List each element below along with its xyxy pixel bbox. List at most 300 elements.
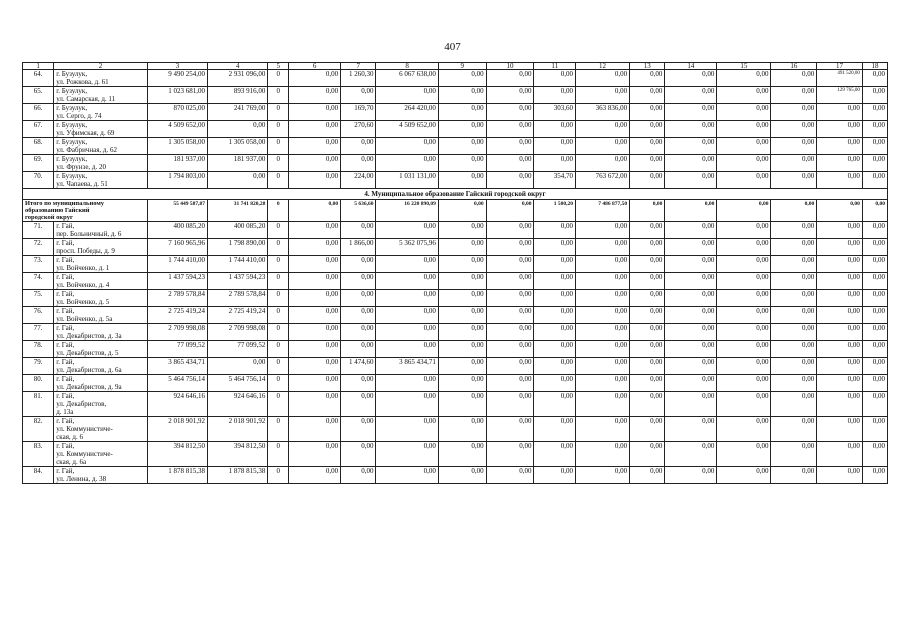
value-cell: 0,00: [438, 222, 486, 239]
address-cell: [54, 341, 148, 358]
row-number: 82.: [23, 417, 54, 442]
value-cell: 0,00: [576, 467, 630, 484]
value-cell: 0,00: [486, 87, 534, 104]
value-cell: 0,00: [376, 222, 438, 239]
row-number: 84.: [23, 467, 54, 484]
value-cell: 0,00: [438, 273, 486, 290]
value-cell: 0,00: [438, 358, 486, 375]
value-cell: 0: [268, 341, 289, 358]
row-number: 68.: [23, 138, 54, 155]
value-cell: 0,00: [717, 358, 771, 375]
cell-line: г. Гай,: [56, 307, 75, 315]
value-cell: 0,00: [438, 392, 486, 417]
cell-line: г. Гай,: [56, 324, 75, 332]
value-cell: 241 769,00: [208, 104, 268, 121]
cell-line: ул. Декабристов, д. 9а: [56, 383, 122, 391]
value-cell: 0,00: [630, 273, 665, 290]
value-cell: 2 725 419,24: [208, 307, 268, 324]
table-row: [23, 290, 888, 307]
value-cell: 0,00: [665, 307, 717, 324]
row-number: 76.: [23, 307, 54, 324]
cell-line: ул. Декабристов, д. 6а: [56, 366, 122, 374]
value-cell: 0: [268, 172, 289, 189]
value-cell: 1 866,00: [341, 239, 376, 256]
cell-line: ул. Фабричная, д. 62: [56, 146, 117, 154]
address-cell: [54, 307, 148, 324]
value-cell: 5 464 756,14: [208, 375, 268, 392]
value-cell: 0,00: [771, 417, 817, 442]
value-cell: 0,00: [771, 222, 817, 239]
column-number: 8: [376, 63, 438, 70]
address-cell: [54, 222, 148, 239]
address-cell: [54, 104, 148, 121]
value-cell: 0,00: [438, 155, 486, 172]
value-cell: 0,00: [817, 222, 863, 239]
value-cell: 0,00: [534, 256, 576, 273]
value-cell: 0,00: [534, 155, 576, 172]
table-row: [23, 467, 888, 484]
value-cell: 0,00: [486, 392, 534, 417]
value-cell: 0,00: [717, 104, 771, 121]
value-cell: 5 464 756,14: [147, 375, 207, 392]
value-cell: 0,00: [341, 222, 376, 239]
value-cell: 0,00: [341, 417, 376, 442]
value-cell: 0,00: [817, 172, 863, 189]
value-cell: 0,00: [817, 442, 863, 467]
value-cell: 0,00: [630, 417, 665, 442]
value-cell: 1 744 410,00: [208, 256, 268, 273]
row-number: 79.: [23, 358, 54, 375]
row-number: 66.: [23, 104, 54, 121]
value-cell: 0: [268, 392, 289, 417]
value-cell: 0,00: [438, 239, 486, 256]
value-cell: 0,00: [817, 341, 863, 358]
value-cell: 0,00: [534, 467, 576, 484]
value-cell: 0,00: [486, 417, 534, 442]
value-cell: 181 937,00: [147, 155, 207, 172]
total-value: 0: [268, 200, 289, 222]
value-cell: 893 916,00: [208, 87, 268, 104]
value-cell: 0,00: [717, 375, 771, 392]
value-cell: 763 672,00: [576, 172, 630, 189]
value-cell: 0,00: [771, 256, 817, 273]
cell-line: г. Бузулук,: [56, 155, 88, 163]
cell-line: г. Гай,: [56, 239, 75, 247]
value-cell: 0: [268, 239, 289, 256]
value-cell: 0,00: [289, 307, 341, 324]
total-value: 31 741 820,28: [208, 200, 268, 222]
value-cell: 0,00: [665, 375, 717, 392]
value-cell: 0,00: [717, 155, 771, 172]
total-value: 7 486 877,50: [576, 200, 630, 222]
value-cell: 264 420,00: [376, 104, 438, 121]
value-cell: 0,00: [576, 442, 630, 467]
value-cell: 0,00: [438, 104, 486, 121]
value-cell: 0,00: [438, 467, 486, 484]
value-cell: 354,70: [534, 172, 576, 189]
value-cell: 0,00: [717, 467, 771, 484]
value-cell: 0,00: [534, 273, 576, 290]
value-cell: 0,00: [376, 341, 438, 358]
value-cell: 0: [268, 121, 289, 138]
value-cell: 0,00: [534, 138, 576, 155]
value-cell: 400 085,20: [147, 222, 207, 239]
value-cell: 0,00: [289, 87, 341, 104]
value-cell: 0,00: [289, 417, 341, 442]
cell-line: ул. Уфимская, д. 69: [56, 129, 115, 137]
value-cell: 363 836,00: [576, 104, 630, 121]
value-cell: 0,00: [717, 222, 771, 239]
table-row: [23, 442, 888, 467]
value-cell: 0,00: [817, 467, 863, 484]
value-cell: 0,00: [289, 341, 341, 358]
cell-line: ул. Самарская, д. 11: [56, 95, 116, 103]
value-cell: 1 474,60: [341, 358, 376, 375]
value-cell: 0,00: [486, 222, 534, 239]
value-cell: 0,00: [817, 417, 863, 442]
value-cell: 0,00: [771, 155, 817, 172]
value-cell: 0,00: [665, 239, 717, 256]
address-cell: [54, 121, 148, 138]
value-cell: 1 744 410,00: [147, 256, 207, 273]
cell-line: г. Гай,: [56, 358, 75, 366]
value-cell: 1 878 815,38: [208, 467, 268, 484]
value-cell: 3 865 434,71: [147, 358, 207, 375]
table-row: [23, 138, 888, 155]
value-cell: 0,00: [534, 375, 576, 392]
value-cell: 0,00: [771, 358, 817, 375]
cell-line: г. Гай,: [56, 273, 75, 281]
value-cell: 0,00: [771, 324, 817, 341]
value-cell: 0,00: [771, 307, 817, 324]
value-cell: 0,00: [717, 324, 771, 341]
value-cell: 1 305 058,00: [208, 138, 268, 155]
value-cell: 0,00: [534, 121, 576, 138]
value-cell: 1 437 594,23: [147, 273, 207, 290]
value-cell: 0,00: [376, 375, 438, 392]
value-cell: 2 018 901,92: [208, 417, 268, 442]
column-number: 14: [665, 63, 717, 70]
total-value: 0,00: [289, 200, 341, 222]
row-number: 70.: [23, 172, 54, 189]
value-cell: 0,00: [486, 239, 534, 256]
value-cell: 0,00: [438, 417, 486, 442]
cell-line: пер. Больничный, д. 6: [56, 230, 122, 238]
section-title: 4. Муниципальное образование Гайский городской округ: [23, 189, 888, 200]
cell-line: г. Гай,: [56, 341, 75, 349]
value-cell: 0,00: [862, 172, 887, 189]
value-cell: 0,00: [289, 138, 341, 155]
value-cell: 0,00: [376, 290, 438, 307]
value-cell: 0,00: [771, 341, 817, 358]
value-cell: 0,00: [289, 324, 341, 341]
cell-line: г. Бузулук,: [56, 121, 88, 129]
value-cell: 0,00: [717, 290, 771, 307]
value-cell: 0,00: [771, 87, 817, 104]
value-cell: 0,00: [862, 290, 887, 307]
value-cell: 0,00: [862, 104, 887, 121]
value-cell: 0: [268, 222, 289, 239]
table-row: [23, 70, 888, 87]
value-cell: 0,00: [717, 256, 771, 273]
value-cell: 0,00: [208, 121, 268, 138]
value-cell: 0,00: [771, 138, 817, 155]
table-row: [23, 307, 888, 324]
value-cell: 0,00: [486, 290, 534, 307]
value-cell: 0,00: [534, 442, 576, 467]
total-value: 0,00: [817, 200, 863, 222]
value-cell: 0,00: [289, 172, 341, 189]
value-cell: 0,00: [576, 121, 630, 138]
column-number: 18: [862, 63, 887, 70]
value-cell: 0,00: [717, 341, 771, 358]
value-cell: 0,00: [630, 467, 665, 484]
value-cell: 2 931 096,00: [208, 70, 268, 87]
column-number: 3: [147, 63, 207, 70]
value-cell: 0,00: [341, 273, 376, 290]
value-cell: 0,00: [717, 307, 771, 324]
address-cell: [54, 442, 148, 467]
cell-line: ул. Декабристов, д. 5: [56, 349, 119, 357]
value-cell: 0,00: [576, 70, 630, 87]
cell-line: г. Гай,: [56, 467, 75, 475]
cell-line: г. Бузулук,: [56, 70, 88, 78]
column-number: 4: [208, 63, 268, 70]
address-cell: [54, 467, 148, 484]
column-number: 7: [341, 63, 376, 70]
value-cell: 0,00: [341, 138, 376, 155]
value-cell: 0,00: [817, 138, 863, 155]
address-cell: [54, 273, 148, 290]
value-cell: 0,00: [486, 467, 534, 484]
value-cell: 0,00: [717, 121, 771, 138]
address-cell: [54, 358, 148, 375]
value-cell: 0,00: [862, 138, 887, 155]
value-cell: 0,00: [576, 87, 630, 104]
value-cell: 0,00: [630, 239, 665, 256]
value-cell: 0,00: [862, 70, 887, 87]
value-cell: 0,00: [341, 341, 376, 358]
value-cell: 0,00: [665, 138, 717, 155]
value-cell: 0,00: [486, 375, 534, 392]
value-cell: 0,00: [771, 70, 817, 87]
section-header-row: [23, 189, 888, 200]
column-number: 15: [717, 63, 771, 70]
cell-line: г. Гай,: [56, 442, 75, 450]
cell-line: ская, д. 6а: [56, 458, 87, 466]
value-cell: 0,00: [438, 121, 486, 138]
column-number: 13: [630, 63, 665, 70]
table-row: [23, 155, 888, 172]
value-cell: 0,00: [817, 104, 863, 121]
value-cell: 0,00: [289, 239, 341, 256]
value-cell: 2 789 578,84: [147, 290, 207, 307]
address-cell: [54, 138, 148, 155]
value-cell: 0,00: [438, 375, 486, 392]
value-cell: 0,00: [289, 392, 341, 417]
address-cell: [54, 256, 148, 273]
cell-line: г. Бузулук,: [56, 104, 88, 112]
total-value: 0,00: [862, 200, 887, 222]
value-cell: 0,00: [341, 155, 376, 172]
value-cell: 0,00: [862, 442, 887, 467]
cell-line: г. Бузулук,: [56, 172, 88, 180]
value-cell: 0,00: [341, 87, 376, 104]
value-cell: 0,00: [438, 324, 486, 341]
value-cell: 0,00: [534, 392, 576, 417]
value-cell: 0,00: [817, 239, 863, 256]
value-cell: 0,00: [717, 392, 771, 417]
value-cell: 181 937,00: [208, 155, 268, 172]
row-number: 67.: [23, 121, 54, 138]
address-cell: [54, 70, 148, 87]
total-value: 1 500,20: [534, 200, 576, 222]
value-cell: 0,00: [862, 87, 887, 104]
value-cell: 0: [268, 70, 289, 87]
value-cell: 0,00: [289, 273, 341, 290]
value-cell: 7 160 965,96: [147, 239, 207, 256]
value-cell: 0,00: [576, 307, 630, 324]
objects-table: [22, 62, 888, 484]
value-cell: 0,00: [486, 155, 534, 172]
value-cell: 0,00: [665, 256, 717, 273]
table-row: [23, 341, 888, 358]
value-cell: 0,00: [665, 87, 717, 104]
cell-line: ул. Войченко, д. 1: [56, 264, 110, 272]
value-cell: 0,00: [862, 324, 887, 341]
row-number: 83.: [23, 442, 54, 467]
table-row: [23, 239, 888, 256]
value-cell: 0: [268, 467, 289, 484]
value-cell: 0,00: [817, 307, 863, 324]
address-cell: [54, 324, 148, 341]
value-cell: 394 812,50: [147, 442, 207, 467]
value-cell: 0,00: [486, 358, 534, 375]
value-cell: 0,00: [630, 290, 665, 307]
address-cell: [54, 87, 148, 104]
value-cell: 0,00: [486, 307, 534, 324]
value-cell: 0,00: [341, 324, 376, 341]
value-cell: 0,00: [665, 172, 717, 189]
value-cell: 0,00: [289, 375, 341, 392]
value-cell: 0,00: [717, 87, 771, 104]
value-cell: 0,00: [486, 70, 534, 87]
address-cell: [54, 417, 148, 442]
column-number: 11: [534, 63, 576, 70]
row-number: 75.: [23, 290, 54, 307]
cell-line: ул. Декабристов, д. 3а: [56, 332, 122, 340]
value-cell: 0,00: [341, 290, 376, 307]
cell-line: ул. Войченко, д. 4: [56, 281, 110, 289]
value-cell: 0,00: [289, 155, 341, 172]
value-cell: 0,00: [665, 290, 717, 307]
value-cell: 0,00: [862, 256, 887, 273]
cell-line: городской округ: [25, 214, 73, 221]
value-cell: 0,00: [289, 442, 341, 467]
value-cell: 491 520,00: [817, 70, 863, 87]
value-cell: 0,00: [289, 70, 341, 87]
cell-line: г. Гай,: [56, 392, 75, 400]
value-cell: 2 018 901,92: [147, 417, 207, 442]
value-cell: 0,00: [717, 239, 771, 256]
table-row: [23, 358, 888, 375]
address-cell: [54, 392, 148, 417]
value-cell: 0,00: [717, 138, 771, 155]
value-cell: 0,00: [630, 172, 665, 189]
value-cell: 0,00: [862, 273, 887, 290]
value-cell: 4 509 652,00: [147, 121, 207, 138]
total-value: 16 220 890,09: [376, 200, 438, 222]
value-cell: 1 878 815,38: [147, 467, 207, 484]
value-cell: 0,00: [486, 138, 534, 155]
value-cell: 0,00: [630, 222, 665, 239]
value-cell: 0,00: [289, 222, 341, 239]
value-cell: 0,00: [438, 290, 486, 307]
value-cell: 0,00: [534, 417, 576, 442]
value-cell: 0: [268, 358, 289, 375]
row-number: 80.: [23, 375, 54, 392]
value-cell: 0: [268, 138, 289, 155]
value-cell: 303,60: [534, 104, 576, 121]
table-body: [23, 63, 888, 484]
value-cell: 0,00: [717, 442, 771, 467]
value-cell: 0,00: [771, 172, 817, 189]
value-cell: 1 023 681,00: [147, 87, 207, 104]
value-cell: 169,70: [341, 104, 376, 121]
value-cell: 0,00: [771, 239, 817, 256]
table-row: [23, 392, 888, 417]
value-cell: 1 794 803,00: [147, 172, 207, 189]
value-cell: 0,00: [630, 121, 665, 138]
value-cell: 2 709 998,08: [147, 324, 207, 341]
value-cell: 0,00: [289, 104, 341, 121]
value-cell: 77 099,52: [147, 341, 207, 358]
value-cell: 0: [268, 290, 289, 307]
cell-line: ул. Коммунистиче-: [56, 425, 113, 433]
value-cell: 0,00: [576, 155, 630, 172]
value-cell: 0,00: [341, 307, 376, 324]
value-cell: 0,00: [376, 87, 438, 104]
value-cell: 0,00: [630, 392, 665, 417]
value-cell: 870 025,00: [147, 104, 207, 121]
total-label: [23, 200, 148, 222]
value-cell: 0,00: [534, 290, 576, 307]
value-cell: 0,00: [862, 307, 887, 324]
value-cell: 0,00: [817, 324, 863, 341]
row-number: 74.: [23, 273, 54, 290]
row-number: 71.: [23, 222, 54, 239]
value-cell: 0,00: [341, 467, 376, 484]
value-cell: 0: [268, 375, 289, 392]
value-cell: 0,00: [438, 256, 486, 273]
cell-line: Итого по муниципальному: [25, 200, 105, 207]
value-cell: 0,00: [376, 307, 438, 324]
row-number: 69.: [23, 155, 54, 172]
value-cell: 0,00: [665, 70, 717, 87]
cell-line: г. Гай,: [56, 256, 75, 264]
cell-line: г. Бузулук,: [56, 87, 88, 95]
total-value: 0,00: [717, 200, 771, 222]
cell-line: ул. Войченко, д. 5: [56, 298, 110, 306]
value-cell: 0,00: [534, 324, 576, 341]
value-cell: 0,00: [630, 307, 665, 324]
value-cell: 0,00: [438, 341, 486, 358]
value-cell: 5 362 075,96: [376, 239, 438, 256]
value-cell: 1 437 594,23: [208, 273, 268, 290]
cell-line: г. Гай,: [56, 417, 75, 425]
value-cell: 0,00: [576, 341, 630, 358]
value-cell: 0,00: [862, 417, 887, 442]
